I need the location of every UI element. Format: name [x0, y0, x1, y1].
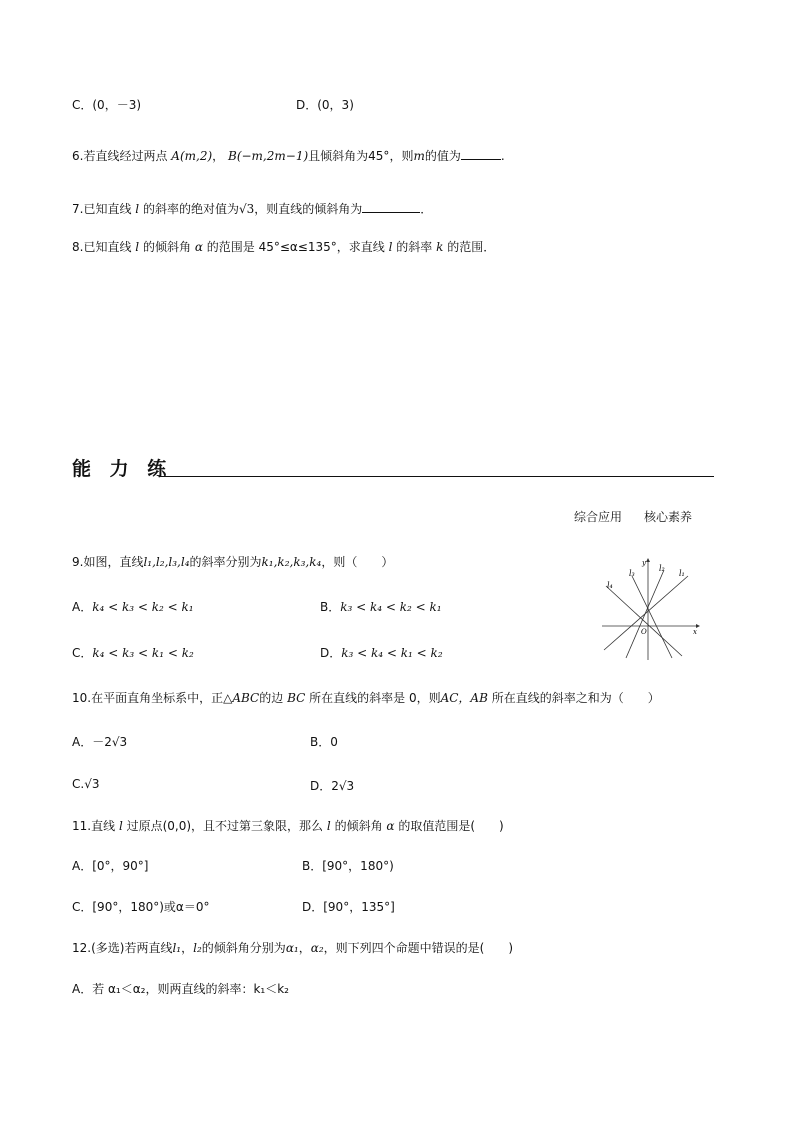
question-text: 如图，直线 — [83, 555, 144, 569]
line-l1-symbol: l₁ — [172, 941, 182, 955]
question-text: 的斜率 — [396, 240, 433, 254]
question-text: 的倾斜角分别为 — [201, 941, 286, 955]
option-label: B． — [320, 600, 341, 614]
question-text: (多选)若两直线 — [91, 941, 173, 955]
question-text: 的斜率分别为 — [189, 555, 262, 569]
sides-ac-ab: AC，AB — [440, 691, 488, 705]
question-8 — [72, 238, 495, 255]
section-tags — [574, 508, 692, 525]
alpha-1: α₁ — [285, 941, 299, 955]
question-text: ，则（ ） — [321, 555, 394, 569]
angle-value: 45° — [368, 149, 390, 163]
question-text: 且倾斜角为 — [308, 149, 369, 163]
variable-l: l — [135, 240, 140, 254]
label-y: y — [642, 559, 646, 567]
question-text: 在平面直角坐标系中，正△ — [91, 691, 233, 705]
side-bc: BC — [287, 691, 306, 705]
tag-comprehensive: 综合应用 — [574, 510, 623, 524]
question-text: ． — [420, 202, 433, 216]
tag-core-literacy: 核心素养 — [644, 510, 693, 524]
question-text: 所在直线的斜率是 0，则 — [309, 691, 441, 705]
question-text: 的斜率的绝对值为 — [142, 202, 239, 216]
question-number: 10. — [72, 691, 92, 705]
question-number: 6. — [72, 149, 84, 163]
variable-k: k — [436, 240, 444, 254]
q9-option-a[interactable] — [72, 598, 194, 615]
option-text: k₄ < k₃ < k₂ < k₁ — [92, 600, 194, 614]
line-l2-symbol: l₂ — [193, 941, 202, 955]
q5-option-d: D．(0，3) — [296, 98, 354, 112]
option-label: D． — [320, 646, 342, 660]
option-text: k₃ < k₄ < k₁ < k₂ — [341, 646, 443, 660]
q9-option-b[interactable] — [320, 598, 442, 615]
question-number: 12. — [72, 941, 92, 955]
question-text: ，则下列四个命题中错误的是( ) — [323, 941, 514, 955]
question-text: ，则 — [389, 149, 414, 163]
q10-option-b[interactable]: B．0 — [310, 735, 338, 749]
question-text: 过原点(0,0)，且不过第三象限，那么 — [126, 819, 324, 833]
question-number: 8. — [72, 240, 84, 254]
q11-option-d[interactable]: D．[90°，135°] — [302, 900, 395, 914]
q9-option-d[interactable] — [320, 644, 443, 661]
question-text: 的范围． — [447, 240, 496, 254]
variable-l: l — [118, 819, 123, 833]
variable-alpha: α — [194, 240, 203, 254]
point-a: A(m,2) — [171, 149, 213, 163]
q11-option-a[interactable]: A．[0°，90°] — [72, 859, 149, 873]
variable-l: l — [135, 202, 140, 216]
lines-figure — [600, 556, 702, 660]
question-text: 的倾斜角 — [334, 819, 383, 833]
question-text: 的取值范围是( ) — [398, 819, 504, 833]
q5-option-c: C．(0，－3) — [72, 98, 142, 112]
y-axis-arrow — [646, 558, 650, 562]
q11-option-b[interactable]: B．[90°，180°) — [302, 859, 394, 873]
question-text: 的倾斜角 — [142, 240, 191, 254]
question-text: 已知直线 — [83, 240, 132, 254]
label-l3: l₃ — [629, 569, 635, 578]
option-text: k₃ < k₄ < k₂ < k₁ — [340, 600, 442, 614]
question-11 — [72, 817, 504, 834]
variable-m: m — [413, 149, 425, 163]
lines-list: l₁,l₂,l₃,l₄ — [143, 555, 190, 569]
label-l4: l₄ — [607, 581, 613, 590]
section-title: 能 力 练 — [72, 458, 173, 480]
q12-option-a[interactable]: A．若 α₁＜α₂，则两直线的斜率：k₁＜k₂ — [72, 982, 289, 996]
question-text: ， — [181, 941, 194, 955]
sqrt-value: √3 — [238, 202, 255, 216]
q10-option-a[interactable]: A．－2√3 — [72, 735, 128, 749]
question-12 — [72, 939, 513, 956]
q10-option-c[interactable]: C.√3 — [72, 777, 100, 791]
option-text: k₄ < k₃ < k₁ < k₂ — [92, 646, 194, 660]
question-text: 的值为 — [424, 149, 461, 163]
question-number: 7. — [72, 202, 84, 216]
question-7 — [72, 200, 432, 217]
q11-option-c[interactable]: C．[90°，180°)或α＝0° — [72, 900, 210, 914]
question-9 — [72, 553, 393, 570]
label-origin: O — [641, 628, 647, 636]
question-number: 9. — [72, 555, 84, 569]
label-l2: l₂ — [659, 564, 665, 573]
question-text: ， — [212, 149, 225, 163]
alpha-2: α₂ — [310, 941, 324, 955]
question-text: ， — [298, 941, 311, 955]
question-text: 已知直线 — [83, 202, 132, 216]
label-x: x — [693, 628, 697, 636]
question-6 — [72, 147, 505, 164]
answer-blank[interactable] — [461, 147, 501, 160]
answer-blank[interactable] — [362, 200, 420, 213]
question-text: 的边 — [259, 691, 284, 705]
question-text: . — [500, 149, 505, 163]
q9-option-c[interactable] — [72, 644, 194, 661]
option-label: A． — [72, 600, 93, 614]
option-label: C． — [72, 646, 93, 660]
question-number: 11. — [72, 819, 92, 833]
q10-option-d[interactable]: D．2√3 — [310, 779, 355, 793]
variable-l: l — [388, 240, 393, 254]
line-l4 — [606, 586, 682, 656]
question-text: 若直线经过两点 — [83, 149, 168, 163]
question-text: 直线 — [91, 819, 116, 833]
triangle-abc: ABC — [232, 691, 260, 705]
label-l1: l₁ — [679, 569, 685, 578]
variable-l: l — [326, 819, 331, 833]
question-10 — [72, 689, 660, 706]
point-b: B(−m,2m−1) — [228, 149, 309, 163]
line-l1 — [604, 576, 688, 650]
variable-alpha: α — [386, 819, 395, 833]
section-divider — [160, 476, 714, 477]
slopes-list: k₁,k₂,k₃,k₄ — [261, 555, 322, 569]
question-text: ，则直线的倾斜角为 — [254, 202, 363, 216]
question-text: 的范围是 45°≤α≤135°，求直线 — [206, 240, 385, 254]
question-text: 所在直线的斜率之和为（ ） — [491, 691, 660, 705]
line-l3 — [632, 576, 672, 658]
